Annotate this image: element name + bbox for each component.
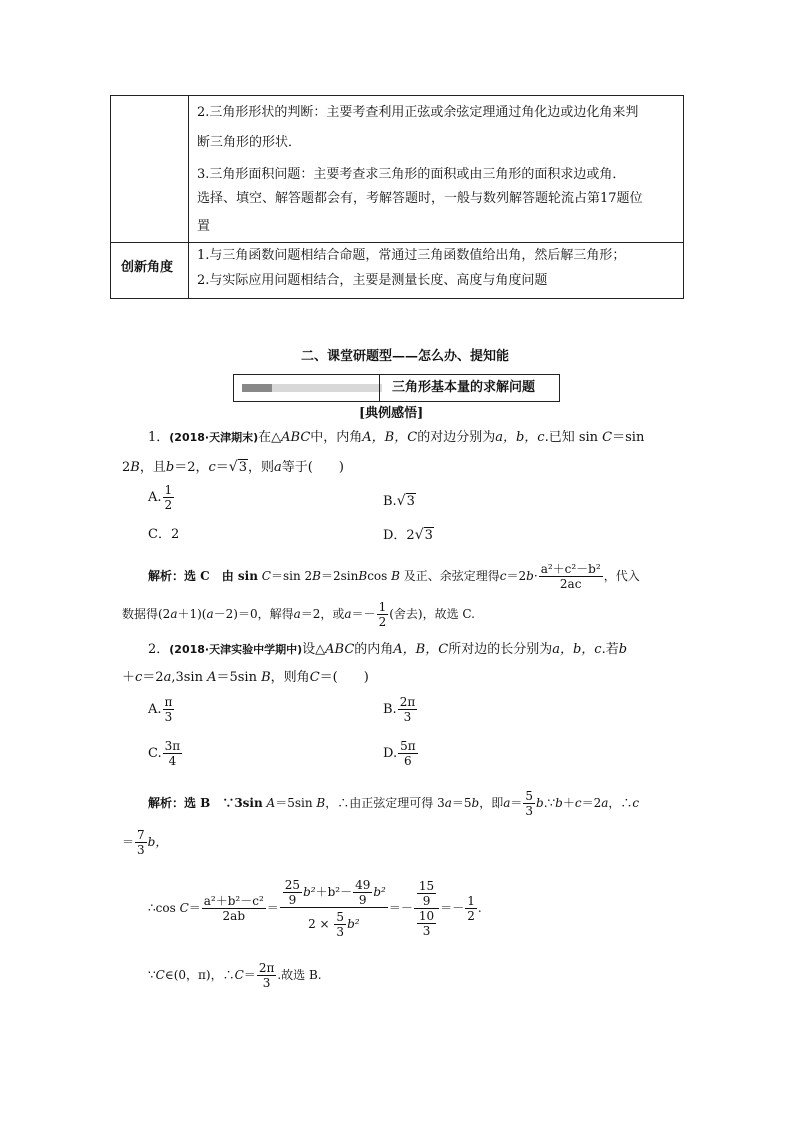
analysis-text: ＋ xyxy=(562,796,575,810)
banner-divider xyxy=(379,375,380,401)
denominator: 3 xyxy=(336,924,345,939)
var: a xyxy=(170,607,178,621)
q1-var: b xyxy=(165,460,175,475)
compound-numerator xyxy=(280,878,388,908)
analysis-text: 及正、余弦定理得 xyxy=(403,569,500,583)
var: c xyxy=(632,796,640,810)
table-row1-line1: 2.三角形形状的判断：主要考查利用正弦或余弦定理通过角化边或边化角来判 xyxy=(197,105,639,120)
table-row2-line2: 2.与实际应用问题相结合，主要是测量长度、高度与角度问题 xyxy=(197,273,548,288)
var: C xyxy=(261,569,271,583)
denominator: 9 xyxy=(358,892,367,907)
numerator: 1 xyxy=(467,893,475,908)
q2-var: A，B，C xyxy=(393,642,449,657)
denominator: 2 xyxy=(378,615,387,629)
numerator: 49 xyxy=(355,877,371,892)
fraction xyxy=(334,910,346,939)
var: b xyxy=(471,796,480,810)
q1-analysis-line2 xyxy=(122,600,475,629)
denominator: 3 xyxy=(137,843,145,857)
q1-option-a[interactable] xyxy=(148,483,175,512)
q1-text: .已知 sin xyxy=(544,430,599,445)
analysis-text: ∵ xyxy=(148,968,156,982)
analysis-text: ＝5sin xyxy=(275,796,313,810)
analysis-text: ＝2sin xyxy=(320,569,359,583)
numerator: 1 xyxy=(378,600,387,614)
fraction xyxy=(417,909,436,938)
numerator: 2π xyxy=(258,961,275,975)
subhead: [典例感悟] xyxy=(359,406,424,421)
sqrt-3: √3 xyxy=(228,459,247,475)
radicand: 3 xyxy=(238,460,247,475)
table-row1-line5: 置 xyxy=(197,219,211,234)
analysis-text: (舍去)，故选 C. xyxy=(389,607,475,621)
analysis-text: ＝2 xyxy=(581,796,602,810)
q2-conclusion xyxy=(148,961,322,990)
q1-stem-line2 xyxy=(122,457,344,478)
fraction xyxy=(539,562,603,591)
q1-stem-line1 xyxy=(148,428,644,448)
banner-title: 三角形基本量的求解问题 xyxy=(392,380,536,395)
analysis-text: ＝2，或 xyxy=(300,607,345,621)
q2-text: ＝5sin xyxy=(216,670,257,685)
radicand: 3 xyxy=(406,494,415,509)
var: b² xyxy=(303,885,316,899)
var: c xyxy=(574,796,582,810)
analysis-text: . xyxy=(477,901,482,915)
var: c xyxy=(499,569,507,583)
q2-text: ,3sin xyxy=(171,670,203,685)
analysis-text: ＝ xyxy=(510,796,523,810)
q1-var: c xyxy=(208,460,216,475)
q1-var: B xyxy=(130,460,140,475)
compound-fraction xyxy=(414,879,439,938)
q1-text: 的对边分别为 xyxy=(417,430,496,445)
denominator: 3 xyxy=(525,804,534,818)
var: C xyxy=(179,901,189,915)
fraction xyxy=(163,483,175,512)
analysis-text: ＝sin 2 xyxy=(270,569,313,583)
numerator: a²＋c²－b² xyxy=(540,562,601,576)
topic-banner xyxy=(233,374,560,402)
var: C xyxy=(155,968,165,982)
analysis-text: － xyxy=(452,901,465,915)
var: B xyxy=(316,796,326,810)
fraction xyxy=(398,695,418,724)
var: B xyxy=(312,569,321,583)
analysis-text: ＝ xyxy=(122,835,135,849)
analysis-text: ＝ xyxy=(188,901,201,915)
banner-tag-bar xyxy=(242,384,382,392)
fraction xyxy=(135,828,147,857)
numerator: 5 xyxy=(525,789,534,803)
q1-num: 1． xyxy=(148,430,170,445)
numerator: 5π xyxy=(400,739,416,753)
option-label: C. xyxy=(148,746,162,761)
q1-text: ，且 xyxy=(139,460,166,475)
denominator: 9 xyxy=(288,892,297,907)
table-row1-line4: 选择、填空、解答题都会有，考解答题时，一般与数列解答题轮流占第17题位 xyxy=(197,191,643,206)
var: b， xyxy=(147,835,168,849)
fraction xyxy=(163,739,183,768)
fraction xyxy=(417,879,436,908)
analysis-text: ＝2 xyxy=(506,569,527,583)
q2-var: a xyxy=(163,670,172,685)
q2-option-c[interactable] xyxy=(148,739,183,768)
q1-text: 在△ xyxy=(258,430,282,445)
analysis-text: ＝5 xyxy=(451,796,472,810)
analysis-text: · xyxy=(533,569,538,583)
analysis-text: .∵ xyxy=(543,796,556,810)
q2-text: .若 xyxy=(601,642,619,657)
analysis-text: ，即 xyxy=(479,796,504,810)
denominator: 3 xyxy=(164,710,173,724)
q1-option-d[interactable] xyxy=(383,525,434,546)
compound-denominator xyxy=(414,909,439,938)
q2-var: a，b，c xyxy=(552,642,602,657)
q2-text: ＝( ) xyxy=(319,670,369,685)
var: b xyxy=(555,796,563,810)
analysis-text: cos xyxy=(367,569,388,583)
analysis-text: ＝ xyxy=(243,968,256,982)
q2-text: 的内角 xyxy=(354,642,394,657)
analysis-text: 2 × xyxy=(308,917,330,931)
q1-var: A，B，C xyxy=(362,430,418,445)
numerator: 1 xyxy=(164,483,173,497)
q2-var: b xyxy=(618,642,628,657)
table-column-divider xyxy=(188,96,189,298)
q2-var: C xyxy=(309,670,320,685)
q1-var: ABC xyxy=(281,430,311,445)
fraction xyxy=(257,961,277,990)
numerator: 2π xyxy=(399,695,416,709)
analysis-text: ＝ xyxy=(388,901,401,915)
q1-var: a xyxy=(273,460,282,475)
var: B xyxy=(391,569,400,583)
option-label: A. xyxy=(148,702,162,717)
numerator: 7 xyxy=(137,828,145,842)
fraction xyxy=(398,739,418,768)
q2-source: (2018·天津实验中学期中) xyxy=(169,643,303,656)
analysis-text: ＋b²－ xyxy=(315,885,353,899)
var: a xyxy=(444,796,452,810)
q2-var: B xyxy=(261,670,271,685)
fraction xyxy=(283,878,302,907)
denominator: 3 xyxy=(262,976,271,990)
analysis-text: ＋1)( xyxy=(177,607,207,621)
analysis-text: ，∴由正弦定理可得 3 xyxy=(325,796,445,810)
analysis-text: .故选 B. xyxy=(277,968,322,982)
var: a xyxy=(206,607,214,621)
fraction xyxy=(353,878,372,907)
numerator: 5 xyxy=(336,909,345,924)
analysis-text: ＝ xyxy=(440,901,453,915)
numerator: a²＋b²－c² xyxy=(203,893,264,908)
q2-text: 所对边的长分别为 xyxy=(448,642,553,657)
q1-analysis-line1 xyxy=(148,562,640,591)
numerator: 15 xyxy=(418,878,435,893)
banner-tag xyxy=(242,384,272,392)
compound-numerator xyxy=(414,879,439,909)
q1-var: a，b，c xyxy=(495,430,545,445)
var: A xyxy=(266,796,276,810)
q2-option-d[interactable] xyxy=(383,739,419,768)
q1-text: ，则 xyxy=(247,460,274,475)
numerator: 10 xyxy=(418,908,435,923)
q2-cos-equation xyxy=(148,868,482,948)
var: a xyxy=(601,796,609,810)
var: b xyxy=(536,796,544,810)
option-label: D．2 xyxy=(383,528,415,543)
denominator: 2 xyxy=(467,908,475,923)
var: a xyxy=(293,607,301,621)
q1-option-c[interactable]: C．2 xyxy=(148,527,180,542)
analysis-text: 解析：选 B ∵3sin xyxy=(148,796,263,810)
fraction xyxy=(202,894,266,923)
var: C xyxy=(234,968,244,982)
section-title: 二、课堂研题型——怎么办、提知能 xyxy=(301,349,510,364)
denominator: 2ab xyxy=(222,908,246,923)
q2-var: c xyxy=(135,670,143,685)
q2-text: ＝2 xyxy=(142,670,164,685)
q2-option-a[interactable] xyxy=(148,695,175,724)
denominator: 2ac xyxy=(559,577,582,591)
numerator: π xyxy=(164,695,173,709)
denominator: 4 xyxy=(168,754,177,768)
var: b xyxy=(526,569,534,583)
option-label: D. xyxy=(383,746,398,761)
q1-text: 等于( ) xyxy=(281,460,344,475)
summary-table xyxy=(110,95,684,299)
q1-option-b[interactable] xyxy=(383,491,416,512)
q2-var: ABC xyxy=(325,642,355,657)
var: B xyxy=(358,569,368,583)
q1-text: ＝ xyxy=(215,460,229,475)
q2-option-b[interactable] xyxy=(383,695,418,724)
var: b² xyxy=(347,917,360,931)
analysis-text: ＝ xyxy=(266,901,279,915)
q2-num: 2． xyxy=(148,642,170,657)
q1-text: ＝sin xyxy=(612,430,645,445)
q2-text: ，则角 xyxy=(270,670,310,685)
denominator: 9 xyxy=(422,893,431,908)
radicand: 3 xyxy=(424,528,433,543)
q2-var: A xyxy=(207,670,217,685)
table-row1-line3: 3.三角形面积问题：主要考查求三角形的面积或由三角形的面积求边或角． xyxy=(197,167,626,182)
numerator: 3π xyxy=(164,739,181,753)
table-row1-line2: 断三角形的形状． xyxy=(197,135,302,150)
var: b² xyxy=(373,885,386,899)
q2-stem-line2 xyxy=(122,668,369,688)
table-row2-label: 创新角度 xyxy=(121,260,174,275)
sqrt-3: √3 xyxy=(396,493,415,509)
q2-analysis-line1 xyxy=(148,789,639,818)
q2-analysis-line2 xyxy=(122,828,167,857)
analysis-text: ，代入 xyxy=(603,569,640,583)
q1-text: ＝2， xyxy=(174,460,209,475)
q1-text: 2 xyxy=(122,460,131,475)
denominator: 3 xyxy=(403,710,412,724)
analysis-text: ＝－ xyxy=(351,607,376,621)
sqrt-3: √3 xyxy=(414,527,433,543)
fraction xyxy=(163,695,175,724)
q1-text: 中，内角 xyxy=(310,430,363,445)
option-label: A. xyxy=(148,490,162,505)
compound-fraction xyxy=(280,878,388,939)
q2-stem-line1 xyxy=(148,640,627,660)
denominator: 3 xyxy=(422,923,431,938)
numerator: 25 xyxy=(284,877,301,892)
analysis-text: － xyxy=(400,901,413,915)
analysis-text: ∴cos xyxy=(148,901,176,915)
option-label: B. xyxy=(383,494,397,509)
analysis-text: －2)＝0，解得 xyxy=(213,607,294,621)
q2-text: ＋ xyxy=(122,670,136,685)
analysis-text: 数据得(2 xyxy=(122,607,171,621)
denominator: 6 xyxy=(404,754,412,768)
option-label: B. xyxy=(383,702,397,717)
q2-text: 设△ xyxy=(302,642,326,657)
var: a xyxy=(503,796,511,810)
analysis-text: 解析：选 C 由 sin xyxy=(148,569,258,583)
q1-source: (2018·天津期末) xyxy=(169,431,259,444)
fraction xyxy=(377,600,389,629)
fraction xyxy=(523,789,535,818)
var: a xyxy=(344,607,352,621)
analysis-text: ∈(0，π)，∴ xyxy=(164,968,235,982)
denominator: 2 xyxy=(164,498,173,512)
compound-denominator xyxy=(306,908,361,939)
table-row2-line1: 1.与三角函数问题相结合命题，常通过三角函数值给出角，然后解三角形； xyxy=(197,248,626,263)
fraction xyxy=(465,894,477,923)
q1-var: C xyxy=(602,430,613,445)
analysis-text: ，∴ xyxy=(608,796,633,810)
